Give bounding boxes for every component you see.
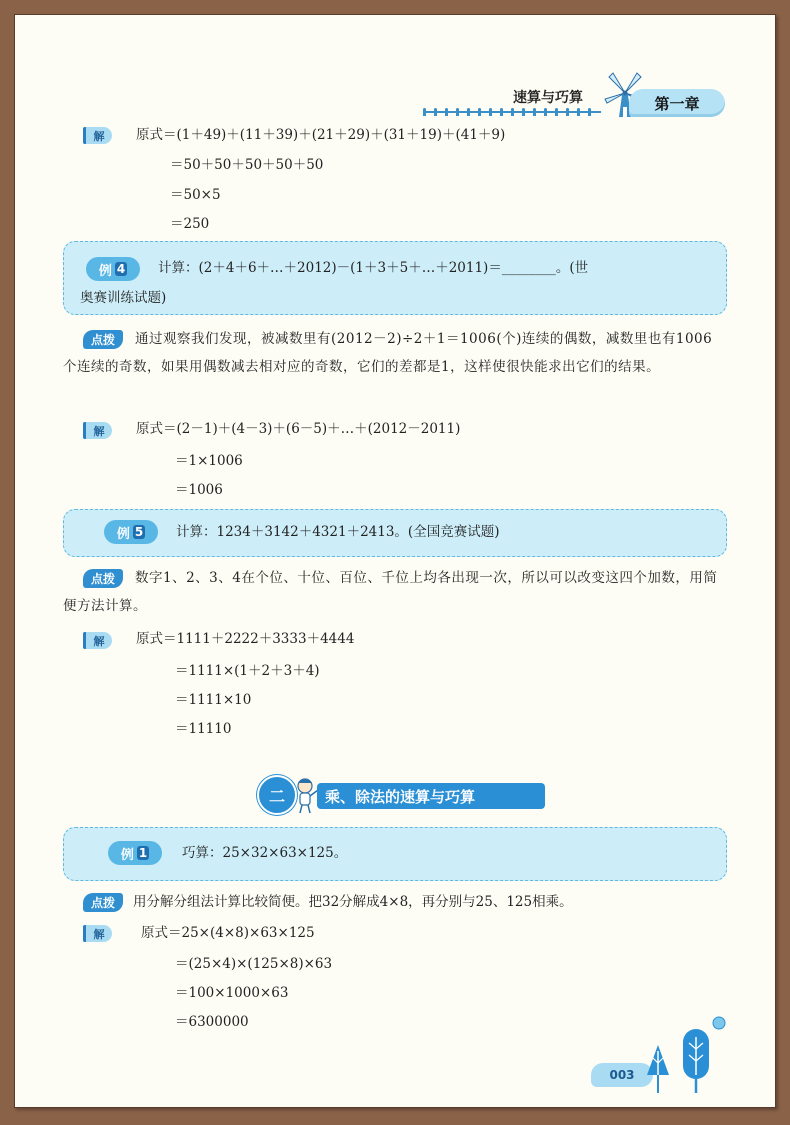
fence-picket bbox=[522, 108, 525, 116]
solution-line: 原式＝25×(4×8)×63×125 bbox=[141, 925, 315, 941]
solution-line: ＝1111×10 bbox=[175, 692, 252, 708]
example-label: 例 1 bbox=[108, 841, 162, 865]
fence-picket bbox=[588, 108, 591, 116]
solution-line: ＝1×1006 bbox=[175, 453, 243, 469]
solution-badge: 解 bbox=[83, 632, 112, 649]
solution-line: 原式＝(1＋49)＋(11＋39)＋(21＋29)＋(31＋19)＋(41＋9) bbox=[136, 127, 506, 143]
solution-line: ＝100×1000×63 bbox=[175, 985, 289, 1001]
hint-text: 通过观察我们发现，被减数里有(2012－2)÷2＋1＝1006(个)连续的偶数，减数里也有1006个连续的奇数，如果用偶数减去相对应的奇数，它们的差都是1，这样使很快能求出它们的结果。 bbox=[63, 331, 713, 375]
fence-picket bbox=[456, 108, 459, 116]
hint-badge: 点拨 bbox=[83, 893, 123, 912]
solution-line: ＝1006 bbox=[175, 482, 223, 498]
solution-line: ＝6300000 bbox=[175, 1014, 249, 1030]
fence-picket bbox=[555, 108, 558, 116]
fence-picket bbox=[434, 108, 437, 116]
example-label: 例 5 bbox=[104, 520, 158, 544]
solution-badge: 解 bbox=[83, 127, 112, 144]
fence-picket bbox=[467, 108, 470, 116]
example-box bbox=[63, 509, 727, 557]
hint-text: 数字1、2、3、4在个位、十位、百位、千位上均各出现一次，所以可以改变这四个加数，用简便方法计算。 bbox=[63, 570, 718, 614]
fence-picket bbox=[544, 108, 547, 116]
example-box bbox=[63, 241, 727, 315]
fence-picket bbox=[423, 108, 426, 116]
solution-badge: 解 bbox=[83, 422, 112, 439]
fence-picket bbox=[577, 108, 580, 116]
example-question: 计算：1234＋3142＋4321＋2413。(全国竞赛试题) bbox=[176, 524, 500, 540]
section-banner bbox=[257, 775, 547, 815]
solution-line: ＝11110 bbox=[175, 721, 232, 737]
book-page bbox=[14, 14, 776, 1108]
solution-line: ＝50＋50＋50＋50＋50 bbox=[170, 157, 324, 173]
trees-sun-decoration bbox=[643, 1015, 733, 1095]
page-number: 003 bbox=[591, 1063, 653, 1087]
solution-line: ＝250 bbox=[170, 216, 210, 232]
solution-badge: 解 bbox=[83, 925, 112, 942]
solution-line: 原式＝1111＋2222＋3333＋4444 bbox=[136, 631, 355, 647]
example-question: 巧算：25×32×63×125。 bbox=[182, 845, 348, 861]
hint-text: 用分解分组法计算比较简便。把32分解成4×8，再分别与25、125相乘。 bbox=[133, 894, 573, 910]
example-question: 计算：(2＋4＋6＋…＋2012)－(1＋3＋5＋…＋2011)＝________。(世 bbox=[158, 260, 589, 276]
solution-line: ＝(25×4)×(125×8)×63 bbox=[175, 956, 333, 972]
fence-picket bbox=[566, 108, 569, 116]
header-section-title: 速算与巧算 bbox=[513, 90, 583, 106]
hint-badge: 点拨 bbox=[83, 330, 123, 349]
solution-line: 原式＝(2－1)＋(4－3)＋(6－5)＋…＋(2012－2011) bbox=[136, 421, 461, 437]
section-title: 乘、除法的速算与巧算 bbox=[317, 783, 545, 809]
chapter-badge: 第一章 bbox=[629, 89, 725, 117]
example-box bbox=[63, 827, 727, 881]
fence-picket bbox=[511, 108, 514, 116]
fence-picket bbox=[445, 108, 448, 116]
fence-picket bbox=[500, 108, 503, 116]
example-label: 例 4 bbox=[86, 257, 140, 281]
solution-line: ＝1111×(1＋2＋3＋4) bbox=[175, 663, 320, 679]
example-question-cont: 奥赛训练试题) bbox=[80, 290, 167, 306]
fence-picket bbox=[478, 108, 481, 116]
section-number: 二 bbox=[257, 775, 297, 815]
fence-picket bbox=[533, 108, 536, 116]
fence-decoration bbox=[423, 108, 601, 116]
fence-picket bbox=[489, 108, 492, 116]
hint-badge: 点拨 bbox=[83, 569, 123, 588]
solution-line: ＝50×5 bbox=[170, 187, 221, 203]
